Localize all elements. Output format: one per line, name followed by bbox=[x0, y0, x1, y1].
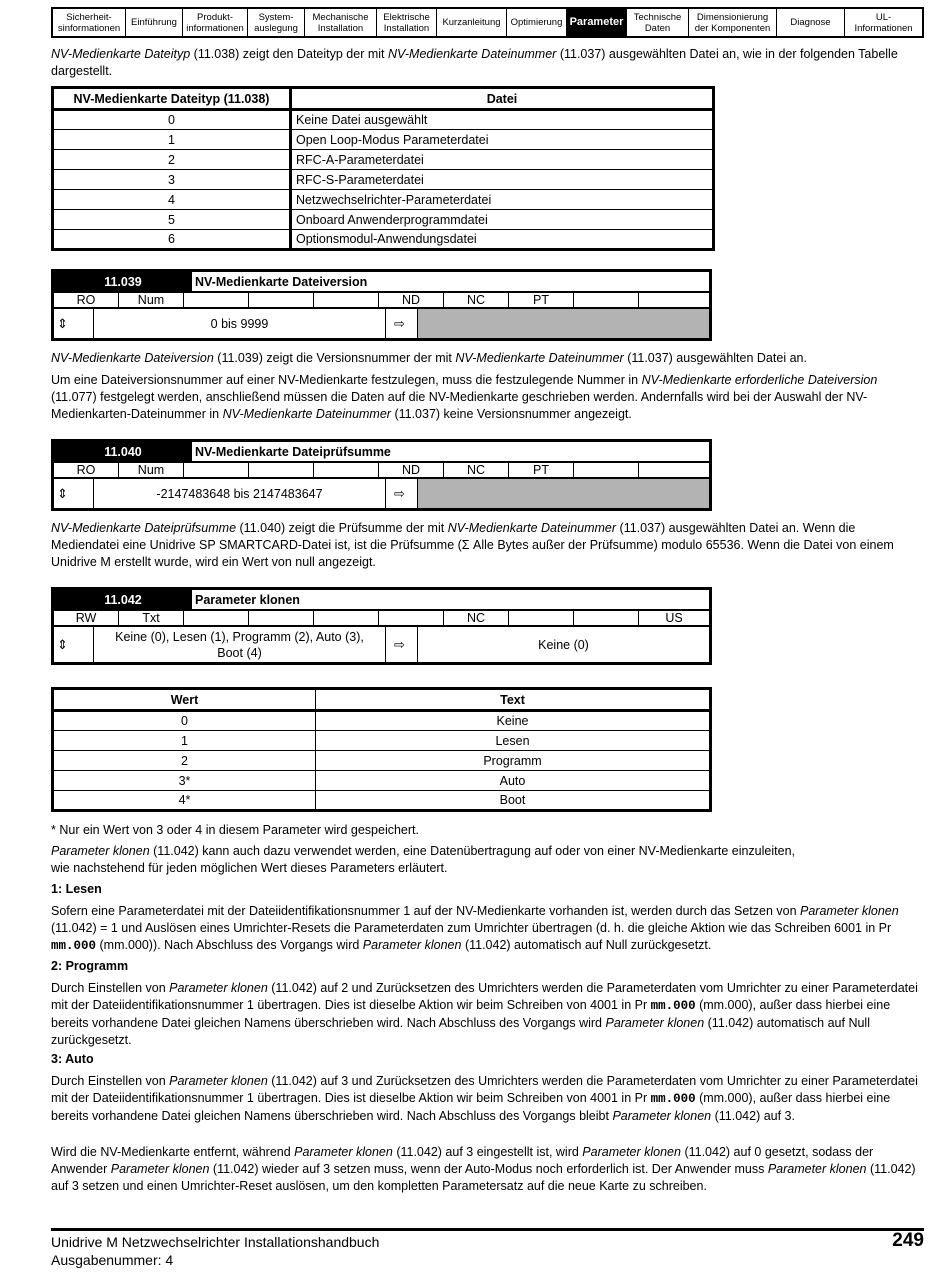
text: (11.042) kann auch dazu verwendet werden, eine Datenübertragung auf oder von einer NV-Medienkarte einzuleiten, bbox=[149, 844, 795, 858]
tab-parameter[interactable]: Parameter bbox=[567, 9, 627, 36]
table-row bbox=[53, 210, 714, 230]
paragraph-checksum bbox=[51, 520, 923, 571]
flag bbox=[574, 293, 639, 307]
paragraph-lesen bbox=[51, 903, 923, 955]
footnote: * Nur ein Wert von 3 oder 4 in diesem Parameter wird gespeichert. bbox=[51, 823, 419, 837]
flag: NC bbox=[444, 611, 509, 625]
flag bbox=[314, 463, 379, 477]
flag bbox=[379, 611, 444, 625]
param-range: -2147483648 bis 2147483647 bbox=[94, 479, 386, 508]
text: (11.042) wieder auf 3 setzen muss, wenn der Auto-Modus noch erforderlich ist. Der Anwender muss bbox=[209, 1162, 768, 1176]
cell: 4 bbox=[53, 190, 291, 210]
param-box-11042 bbox=[51, 587, 712, 665]
table-row bbox=[53, 150, 714, 170]
flag: RO bbox=[54, 293, 119, 307]
flag: US bbox=[665, 611, 683, 625]
cell: 4* bbox=[53, 791, 316, 811]
param-default bbox=[418, 479, 709, 508]
param-range: Keine (0), Lesen (1), Programm (2), Auto (3), Boot (4) bbox=[94, 627, 386, 662]
column-header: NV-Medienkarte Dateityp (11.038) bbox=[53, 88, 291, 110]
param-ref: Parameter klonen bbox=[51, 844, 150, 858]
flag: NC bbox=[444, 293, 509, 307]
param-ref: NV-Medienkarte erforderliche Dateiversion bbox=[641, 373, 878, 387]
page-number: 249 bbox=[892, 1230, 924, 1251]
table-row bbox=[53, 230, 714, 250]
param-ref: Parameter klonen bbox=[605, 1016, 705, 1030]
tab-ul-informationen[interactable]: UL- Informationen bbox=[854, 11, 913, 34]
cell: 3 bbox=[53, 170, 291, 190]
intro-paragraph bbox=[51, 46, 923, 80]
cell: Auto bbox=[316, 771, 711, 791]
table-row bbox=[53, 751, 711, 771]
cell: Boot bbox=[316, 791, 711, 811]
text: (11.042) auf 3 setzen und einen Umrichter-Reset auslösen, um den kompletten Parametersatz auf die neue Karte zu schreiben. bbox=[51, 1162, 916, 1193]
text: (11.077) festgelegt werden, anschließend müssen die Daten auf die NV-Medienkarte geschrieben werden. Andernfalls wird bei der Auswahl der NV-Medienkarten-Dateinummer in bbox=[51, 390, 868, 421]
cell: RFC-A-Parameterdatei bbox=[291, 150, 714, 170]
paragraph-version bbox=[51, 372, 923, 423]
param-ref: Parameter klonen bbox=[800, 904, 899, 918]
cell: Keine Datei ausgewählt bbox=[291, 110, 714, 130]
text: (11.037) ausgewählten Datei an. bbox=[623, 351, 807, 365]
paragraph-card-removed bbox=[51, 1144, 923, 1195]
param-ref: Parameter klonen bbox=[582, 1145, 681, 1159]
default-arrow-icon: ⇨ bbox=[386, 309, 418, 338]
table-row bbox=[53, 190, 714, 210]
flag bbox=[184, 463, 249, 477]
text: (11.042) automatisch auf Null zurückgesetzt. bbox=[51, 1016, 870, 1047]
table-row bbox=[53, 711, 711, 731]
table-header-row bbox=[53, 88, 714, 110]
param-ref: NV-Medienkarte Dateiversion bbox=[51, 351, 214, 365]
text: Sofern eine Parameterdatei mit der Dateiidentifikationsnummer 1 auf der NV-Medienkarte vorhanden ist, werden durch das Setzen von bbox=[51, 904, 801, 918]
tab-dimensionierung[interactable]: Dimensionierung der Komponenten bbox=[689, 9, 777, 36]
cell: 1 bbox=[53, 130, 291, 150]
text: wie nachstehend für jeden möglichen Wert dieses Parameters erläutert. bbox=[51, 861, 448, 875]
param-ref: Parameter klonen bbox=[294, 1145, 393, 1159]
flag bbox=[639, 293, 709, 307]
tab-technische-daten[interactable]: Technische Daten bbox=[627, 9, 689, 36]
text: (mm.000)). Nach Abschluss des Vorgangs wird bbox=[96, 938, 363, 952]
param-name: Parameter klonen bbox=[195, 592, 300, 607]
cell: RFC-S-Parameterdatei bbox=[291, 170, 714, 190]
text: (11.037) keine Versionsnummer angezeigt. bbox=[390, 407, 632, 421]
cell: Open Loop-Modus Parameterdatei bbox=[291, 130, 714, 150]
param-default: Keine (0) bbox=[538, 637, 589, 652]
param-code: mm.000 bbox=[650, 1092, 696, 1106]
param-box-11040 bbox=[51, 439, 712, 511]
text: (11.042) auf 0 gesetzt, sodass der Anwender bbox=[51, 1145, 874, 1176]
cell: Netzwechselrichter-Parameterdatei bbox=[291, 190, 714, 210]
cell: Lesen bbox=[316, 731, 711, 751]
range-icon: ⇕ bbox=[54, 479, 94, 508]
flag bbox=[639, 463, 709, 477]
value-table bbox=[51, 687, 712, 812]
param-default bbox=[418, 309, 709, 338]
column-header: Text bbox=[316, 689, 711, 711]
text: Wird die NV-Medienkarte entfernt, während bbox=[51, 1145, 295, 1159]
param-ref: NV-Medienkarte Dateinummer bbox=[387, 47, 557, 61]
text: (11.038) zeigt den Dateityp der mit bbox=[190, 47, 388, 61]
flag: ND bbox=[379, 463, 444, 477]
flag bbox=[184, 293, 249, 307]
flag: RW bbox=[54, 611, 119, 625]
footer-rule bbox=[51, 1228, 924, 1231]
param-number: 11.039 bbox=[54, 272, 192, 291]
param-name: NV-Medienkarte Dateiversion bbox=[195, 274, 368, 289]
text: (mm.000), außer dass hierbei eine bereits vorhandene Datei gleichen Namens überschrieben wird. Nach Abschluss des Vorgangs wird bbox=[51, 998, 891, 1030]
param-code: mm.000 bbox=[51, 939, 97, 953]
cell: Onboard Anwenderprogrammdatei bbox=[291, 210, 714, 230]
cell: 6 bbox=[53, 230, 291, 250]
flag: NC bbox=[444, 463, 509, 477]
text: (11.042) auf 3 und Zurücksetzen des Umrichters werden die Parameterdaten vom Umrichter zu einer Parameterdatei mit der Dateiidentifikationsnummer 1 übertragen. Dies ist dieselbe Aktion wir beim Schreiben von 4001 in Pr bbox=[51, 1074, 918, 1105]
param-ref: Parameter klonen bbox=[362, 938, 462, 952]
footer-edition: Ausgabenummer: 4 bbox=[51, 1252, 174, 1268]
table-header-row bbox=[53, 689, 711, 711]
table-row bbox=[53, 731, 711, 751]
tab-kurzanleitung[interactable]: Kurzanleitung bbox=[437, 9, 507, 36]
cell: Optionsmodul-Anwendungsdatei bbox=[291, 230, 714, 250]
range-icon: ⇕ bbox=[54, 309, 94, 338]
cell: Keine bbox=[316, 711, 711, 731]
paragraph-clone-intro bbox=[51, 843, 923, 877]
flag: RO bbox=[54, 463, 119, 477]
column-header: Datei bbox=[291, 88, 714, 110]
param-ref: NV-Medienkarte Dateinummer bbox=[455, 351, 624, 365]
param-flags bbox=[54, 611, 709, 627]
cell: 0 bbox=[53, 711, 316, 731]
flag: PT bbox=[509, 463, 574, 477]
default-arrow-icon: ⇨ bbox=[386, 479, 418, 508]
filetype-table bbox=[51, 86, 715, 251]
text: (11.037) ausgewählten Datei an. Wenn die Mediendatei eine Unidrive SP SMARTCARD-Datei ist, ist die Prüfsumme (Σ Alle Bytes außer der Prüfsumme) modulo 65536. Wenn die Datei von einem Unidrive M erstellt wurde, wird ein Wert von null angezeigt. bbox=[51, 521, 894, 569]
footer-title: Unidrive M Netzwechselrichter Installationshandbuch bbox=[51, 1234, 380, 1250]
table-row bbox=[53, 130, 714, 150]
paragraph-11039-desc bbox=[51, 350, 923, 367]
table-row bbox=[53, 110, 714, 130]
flag: ND bbox=[379, 293, 444, 307]
tab-mechanische-installation[interactable]: Mechanische Installation bbox=[305, 9, 377, 36]
param-ref: Parameter klonen bbox=[110, 1162, 210, 1176]
text: (11.042) auf 3. bbox=[711, 1109, 795, 1123]
tab-einfuehrung[interactable]: Einführung bbox=[126, 9, 183, 36]
param-number: 11.042 bbox=[54, 590, 192, 609]
heading-auto: 3: Auto bbox=[51, 1052, 94, 1066]
paragraph-auto bbox=[51, 1073, 923, 1125]
column-header: Wert bbox=[53, 689, 316, 711]
range-icon: ⇕ bbox=[54, 627, 94, 662]
tab-elektrische-installation[interactable]: Elektrische Installation bbox=[377, 9, 437, 36]
param-ref: Parameter klonen bbox=[612, 1109, 712, 1123]
cell: 5 bbox=[53, 210, 291, 230]
flag bbox=[249, 293, 314, 307]
param-flags bbox=[54, 463, 709, 479]
param-ref: NV-Medienkarte Dateinummer bbox=[222, 407, 391, 421]
param-number: 11.040 bbox=[54, 442, 192, 461]
text: (mm.000), außer dass hierbei eine bereits vorhandene Datei gleichen Namens überschrieben wird. Nach Abschluss des Vorgangs bleibt bbox=[51, 1091, 891, 1123]
default-arrow-icon: ⇨ bbox=[386, 627, 418, 662]
flag bbox=[314, 611, 379, 625]
text: (11.042) auf 2 und Zurücksetzen des Umrichters werden die Parameterdaten vom Umrichter zu einer Parameterdatei mit der Dateiidentifikationsnummer 1 übertragen. Dies ist dieselbe Aktion wir beim Schreiben von 4001 in Pr bbox=[51, 981, 918, 1012]
text: (11.042) automatisch auf Null zurückgesetzt. bbox=[461, 938, 712, 952]
param-ref: Parameter klonen bbox=[169, 1074, 268, 1088]
cell: 1 bbox=[53, 731, 316, 751]
param-range: 0 bis 9999 bbox=[94, 309, 386, 338]
param-ref: NV-Medienkarte Dateityp bbox=[51, 47, 191, 61]
flag bbox=[574, 463, 639, 477]
text: Durch Einstellen von bbox=[51, 981, 170, 995]
tab-diagnose[interactable]: Diagnose bbox=[777, 9, 845, 36]
table-row bbox=[53, 771, 711, 791]
heading-programm: 2: Programm bbox=[51, 959, 129, 973]
heading-lesen: 1: Lesen bbox=[51, 882, 102, 896]
flag bbox=[184, 611, 249, 625]
tab-sicherheitsinformationen[interactable]: Sicherheit- sinformationen bbox=[53, 9, 126, 36]
text: Durch Einstellen von bbox=[51, 1074, 170, 1088]
table-row bbox=[53, 170, 714, 190]
cell: Programm bbox=[316, 751, 711, 771]
param-ref: Parameter klonen bbox=[169, 981, 268, 995]
flag bbox=[249, 463, 314, 477]
flag: Txt bbox=[119, 611, 184, 625]
flag: Num bbox=[119, 463, 184, 477]
param-name: NV-Medienkarte Dateiprüfsumme bbox=[195, 444, 391, 459]
text: Um eine Dateiversionsnummer auf einer NV-Medienkarte festzulegen, muss die festzulegende Nummer in bbox=[51, 373, 642, 387]
tab-produktinformationen[interactable]: Produkt- informationen bbox=[183, 9, 248, 36]
param-box-11039 bbox=[51, 269, 712, 341]
flag: PT bbox=[509, 293, 574, 307]
text: (11.037) ausgewählten Datei an, wie in der folgenden Tabelle dargestellt. bbox=[51, 47, 898, 78]
tab-optimierung[interactable]: Optimierung bbox=[507, 9, 567, 36]
cell: 2 bbox=[53, 150, 291, 170]
cell: 3* bbox=[53, 771, 316, 791]
param-code: mm.000 bbox=[650, 999, 696, 1013]
param-ref: NV-Medienkarte Dateinummer bbox=[447, 521, 617, 535]
flag bbox=[574, 611, 639, 625]
table-row bbox=[53, 791, 711, 811]
flag: Num bbox=[119, 293, 184, 307]
param-ref: Parameter klonen bbox=[767, 1162, 867, 1176]
tab-systemauslegung[interactable]: System- auslegung bbox=[248, 9, 305, 36]
cell: 0 bbox=[53, 110, 291, 130]
flag bbox=[314, 293, 379, 307]
text: (11.040) zeigt die Prüfsumme der mit bbox=[236, 521, 448, 535]
text: (11.042) = 1 und Auslösen eines Umrichter-Resets die Parameterdaten zum Umrichter übertragen (d. h. die gleiche Aktion wie das Schreiben 6001 in Pr bbox=[51, 921, 892, 935]
text: (11.042) auf 3 eingestellt ist, wird bbox=[392, 1145, 583, 1159]
flag bbox=[249, 611, 314, 625]
flag bbox=[509, 611, 574, 625]
cell: 2 bbox=[53, 751, 316, 771]
param-ref: NV-Medienkarte Dateiprüfsumme bbox=[51, 521, 237, 535]
paragraph-programm bbox=[51, 980, 923, 1049]
chapter-nav bbox=[51, 7, 924, 38]
text: (11.039) zeigt die Versionsnummer der mit bbox=[213, 351, 456, 365]
param-flags bbox=[54, 293, 709, 309]
